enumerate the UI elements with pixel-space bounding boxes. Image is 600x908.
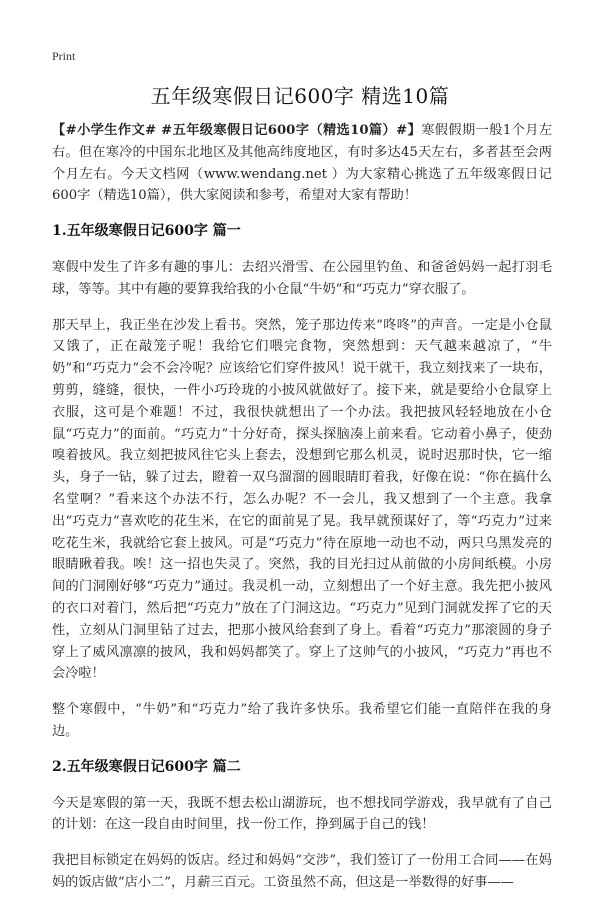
intro-paragraph	[52, 120, 552, 207]
section-1-paragraph: 寒假中发生了许多有趣的事儿：去绍兴滑雪、在公园里钓鱼、和爸爸妈妈一起打羽毛球，等等。其中有趣的要算我给我的小仓鼠“牛奶”和“巧克力”穿衣服了。	[52, 259, 552, 297]
section-heading-1: 1.五年级寒假日记600字 篇一	[52, 223, 241, 240]
intro-tag: 【#小学生作文# #五年级寒假日记600字（精选10篇）#】	[52, 123, 422, 138]
section-1-paragraph: 那天早上，我正坐在沙发上看书。突然，笼子那边传来“咚咚”的声音。一定是小仓鼠又饿了，正在敲笼子呢！我给它们喂完食物，突然想到：天气越来越凉了，“牛奶”和“巧克力”会不会冷呢？应该给它们穿件披风！说干就干，我立刻找来了一块布，剪剪，缝缝，很快，一件小巧玲珑的小披风就做好了。接下来，就是要给小仓鼠穿上衣服，这可是个难题！不过，我很快就想出了一个办法。我把披风轻轻地放在小仓鼠“巧克力”的面前。“巧克力”十分好奇，探头探脑凑上前来看。它动着小鼻子，使劲嗅着披风。我立刻把披风往它头上套去，没想到它那么机灵，说时迟那时快，它一缩头，身子一钻，躲了过去，瞪着一双乌溜溜的圆眼睛盯着我，好像在说：“你在搞什么名堂啊？”看来这个办法不行，怎么办呢？不一会儿，我又想到了一个主意。我拿出“巧克力”喜欢吃的花生米，在它的面前晃了晃。我早就预谋好了，等“巧克力”过来吃花生米，我就给它套上披风。可是“巧克力”待在原地一动也不动，两只乌黑发亮的眼睛瞅着我。唉！这一招也失灵了。突然，我的目光扫过从前做的小房间纸模。小房间的门洞刚好够“巧克力”通过。我灵机一动，立刻想出了一个好主意。我先把小披风的衣口对着门，然后把“巧克力”放在了门洞这边。“巧克力”见到门洞就发挥了它的天性，立刻从门洞里钻了过去，把那小披风给套到了身上。看着“巧克力”那滚圆的身子穿上了威风凛凛的披风，我和妈妈都笑了。穿上了这帅气的小披风，“巧克力”再也不会冷啦！	[52, 317, 552, 682]
section-2-paragraph: 我把目标锁定在妈妈的饭店。经过和妈妈“交涉”，我们签订了一份用工合同——在妈妈的饭店做“店小二”，月薪三百元。工资虽然不高，但这是一举数得的好事——	[52, 853, 552, 890]
section-heading-2: 2.五年级寒假日记600字 篇二	[52, 758, 241, 775]
page-title: 五年级寒假日记600字 精选10篇	[150, 84, 450, 108]
section-1-paragraph: 整个寒假中，“牛奶”和“巧克力”给了我许多快乐。我希望它们能一直陪伴在我的身边。	[52, 702, 552, 739]
article-body	[52, 120, 552, 908]
section-2-paragraph: 今天是寒假的第一天，我既不想去松山湖游玩，也不想找同学游戏，我早就有了自己的计划：在这一段自由时间里，找一份工作，挣到属于自己的钱！	[52, 795, 552, 833]
print-link[interactable]: Print	[52, 49, 76, 63]
intro-text: 寒假假期一般1个月左右。但在寒冷的中国东北地区及其他高纬度地区，有时多达45天左右，多者甚至会两个月左右。今天文档网（www.wendang.net ）为大家精心挑选了五年级寒假日记600字（精选10篇），供大家阅读和参考，希望对大家有帮助！	[52, 123, 553, 204]
